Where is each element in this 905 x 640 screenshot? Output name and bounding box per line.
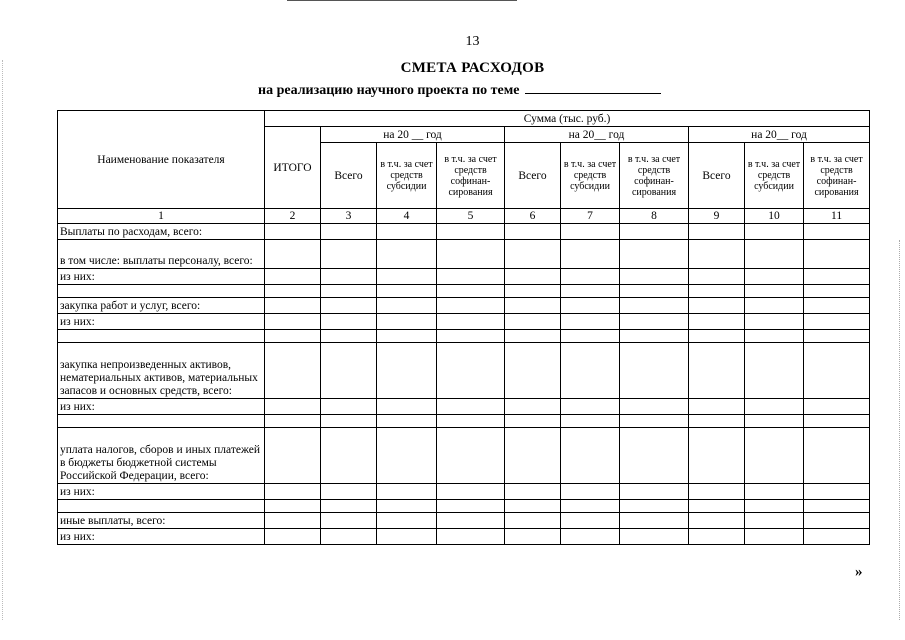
table-cell [804,314,870,330]
table-cell [437,285,505,298]
column-number: 11 [804,209,870,224]
column-number: 9 [689,209,745,224]
table-cell [561,428,620,484]
table-cell [804,330,870,343]
table-cell [265,285,321,298]
table-cell [804,500,870,513]
table-row [58,298,870,314]
table-cell [437,224,505,240]
table-cell [561,500,620,513]
header-cofinancing-1: в т.ч. за счет средств софинан- сирования [437,143,505,209]
column-number-row [58,209,870,224]
table-cell [321,428,377,484]
table-cell [265,513,321,529]
table-cell [321,330,377,343]
table-row [58,513,870,529]
table-cell [745,298,804,314]
table-cell [505,500,561,513]
table-cell [804,529,870,545]
table-cell [437,399,505,415]
table-cell [321,343,377,399]
table-cell [505,285,561,298]
table-cell [745,500,804,513]
table-cell [804,428,870,484]
page-number: 13 [465,34,480,49]
table-cell [561,399,620,415]
table-cell [377,330,437,343]
table-cell [437,269,505,285]
table-cell [620,224,689,240]
table-cell [321,285,377,298]
table-cell [265,314,321,330]
table-cell [561,415,620,428]
table-cell [689,285,745,298]
table-cell [437,500,505,513]
header-indicator: Наименование показателя [58,111,265,209]
table-row [58,285,870,298]
table-cell [689,529,745,545]
table-cell [437,330,505,343]
table-cell [321,484,377,500]
row-label-of-which: из них: [58,484,265,500]
table-cell [689,500,745,513]
table-cell [689,484,745,500]
table-cell [265,298,321,314]
table-cell [561,314,620,330]
table-cell [745,314,804,330]
table-cell [321,399,377,415]
table-cell [265,500,321,513]
table-cell [745,529,804,545]
table-cell [620,500,689,513]
document-subtitle [258,81,661,99]
table-cell [437,484,505,500]
table-row [58,240,870,269]
row-label-taxes: уплата налогов, сборов и иных платежей в бюджеты бюджетной системы Российской Федерации, всего: [58,428,265,484]
document-title: СМЕТА РАСХОДОВ [400,60,545,76]
table-cell [745,399,804,415]
table-cell [620,484,689,500]
table-cell [58,500,265,513]
table-cell [377,513,437,529]
table-row [58,330,870,343]
topic-blank-line [525,81,661,94]
header-year-1: на 20 __ год [321,127,505,143]
table-cell [265,224,321,240]
header-all-2: Всего [505,143,561,209]
table-cell [377,343,437,399]
table-cell [561,343,620,399]
column-number: 5 [437,209,505,224]
table-cell [58,285,265,298]
table-cell [689,428,745,484]
row-label-other-payments: иные выплаты, всего: [58,513,265,529]
column-number: 10 [745,209,804,224]
table-row [58,500,870,513]
table-cell [505,529,561,545]
table-cell [377,285,437,298]
table-cell [620,415,689,428]
table-row [58,484,870,500]
table-cell [377,428,437,484]
table-cell [437,428,505,484]
table-cell [804,224,870,240]
table-cell [505,343,561,399]
table-cell [745,269,804,285]
table-cell [265,240,321,269]
table-cell [620,240,689,269]
table-cell [620,343,689,399]
table-cell [437,415,505,428]
table-cell [377,240,437,269]
table-cell [505,428,561,484]
table-cell [561,529,620,545]
table-cell [321,513,377,529]
header-all-3: Всего [689,143,745,209]
table-cell [561,285,620,298]
row-label-of-which: из них: [58,529,265,545]
table-cell [689,314,745,330]
table-cell [745,285,804,298]
row-label-nonproduced-assets: закупка непроизведенных активов, нематериальных активов, материальных запасов и основных средств, всего: [58,343,265,399]
table-cell [505,298,561,314]
table-cell [561,484,620,500]
row-label-works-services: закупка работ и услуг, всего: [58,298,265,314]
table-cell [745,484,804,500]
table-cell [804,285,870,298]
table-cell [505,224,561,240]
column-number: 7 [561,209,620,224]
table-cell [561,513,620,529]
table-cell [620,298,689,314]
header-subsidy-2: в т.ч. за счет средств субсидии [561,143,620,209]
table-cell [505,513,561,529]
table-cell [377,224,437,240]
table-cell [561,224,620,240]
table-cell [265,399,321,415]
table-cell [804,240,870,269]
table-cell [804,415,870,428]
table-cell [804,269,870,285]
closing-quote-mark: » [855,564,863,580]
table-cell [689,240,745,269]
table-cell [804,513,870,529]
table-cell [804,343,870,399]
row-label-of-which: из них: [58,314,265,330]
table-cell [689,399,745,415]
table-row [58,269,870,285]
table-cell [561,240,620,269]
table-cell [689,343,745,399]
table-cell [265,330,321,343]
column-number: 8 [620,209,689,224]
table-cell [58,415,265,428]
row-label-of-which: из них: [58,399,265,415]
table-cell [561,330,620,343]
column-number: 3 [321,209,377,224]
header-sum: Сумма (тыс. руб.) [265,111,870,127]
row-label-of-which: из них: [58,269,265,285]
table-cell [804,484,870,500]
column-number: 2 [265,209,321,224]
table-cell [321,529,377,545]
table-cell [377,484,437,500]
table-row [58,529,870,545]
table-row [58,343,870,399]
table-cell [321,314,377,330]
table-cell [437,240,505,269]
row-label-payments-total: Выплаты по расходам, всего: [58,224,265,240]
table-cell [321,415,377,428]
table-cell [620,285,689,298]
table-cell [804,298,870,314]
table-row [58,399,870,415]
column-number: 6 [505,209,561,224]
table-cell [505,399,561,415]
table-cell [689,513,745,529]
table-cell [745,330,804,343]
scan-edge-left [2,60,4,620]
table-cell [745,224,804,240]
table-cell [377,415,437,428]
table-cell [689,269,745,285]
table-cell [745,240,804,269]
table-cell [505,484,561,500]
header-subsidy-1: в т.ч. за счет средств субсидии [377,143,437,209]
table-cell [58,330,265,343]
subtitle-text: на реализацию научного проекта по теме [258,83,520,98]
table-cell [804,399,870,415]
table-cell [620,314,689,330]
table-cell [377,298,437,314]
header-subsidy-3: в т.ч. за счет средств субсидии [745,143,804,209]
table-cell [437,529,505,545]
table-cell [265,428,321,484]
table-cell [377,529,437,545]
table-cell [265,484,321,500]
table-cell [620,269,689,285]
table-cell [377,500,437,513]
table-cell [265,343,321,399]
table-cell [745,415,804,428]
table-cell [745,513,804,529]
scan-edge-right [899,240,901,620]
table-cell [505,415,561,428]
table-cell [561,298,620,314]
header-total: ИТОГО [265,127,321,209]
table-row [58,224,870,240]
table-cell [620,529,689,545]
table-cell [321,500,377,513]
table-row [58,428,870,484]
table-cell [377,314,437,330]
table-cell [437,298,505,314]
table-cell [689,330,745,343]
table-row [58,415,870,428]
table-cell [265,269,321,285]
table-cell [321,298,377,314]
table-cell [620,399,689,415]
table-cell [505,314,561,330]
table-cell [505,269,561,285]
column-number: 1 [58,209,265,224]
expense-estimate-table [57,110,870,545]
table-cell [265,529,321,545]
table-cell [620,513,689,529]
table-cell [745,428,804,484]
table-cell [377,399,437,415]
table-cell [620,428,689,484]
table-cell [437,343,505,399]
row-label-personnel: в том числе: выплаты персоналу, всего: [58,240,265,269]
table-cell [265,415,321,428]
table-cell [437,513,505,529]
table-cell [561,269,620,285]
table-row [58,314,870,330]
table-cell [620,330,689,343]
header-cofinancing-2: в т.ч. за счет средств софинан- сирования [620,143,689,209]
table-cell [321,269,377,285]
header-all-1: Всего [321,143,377,209]
table-cell [321,240,377,269]
table-cell [505,240,561,269]
table-cell [437,314,505,330]
table-cell [321,224,377,240]
table-cell [689,415,745,428]
column-number: 4 [377,209,437,224]
top-rule [287,0,517,1]
table-cell [689,298,745,314]
table-cell [505,330,561,343]
header-year-3: на 20__ год [689,127,870,143]
header-cofinancing-3: в т.ч. за счет средств софинан- сирования [804,143,870,209]
table-cell [377,269,437,285]
table-cell [689,224,745,240]
table-cell [745,343,804,399]
header-year-2: на 20__ год [505,127,689,143]
